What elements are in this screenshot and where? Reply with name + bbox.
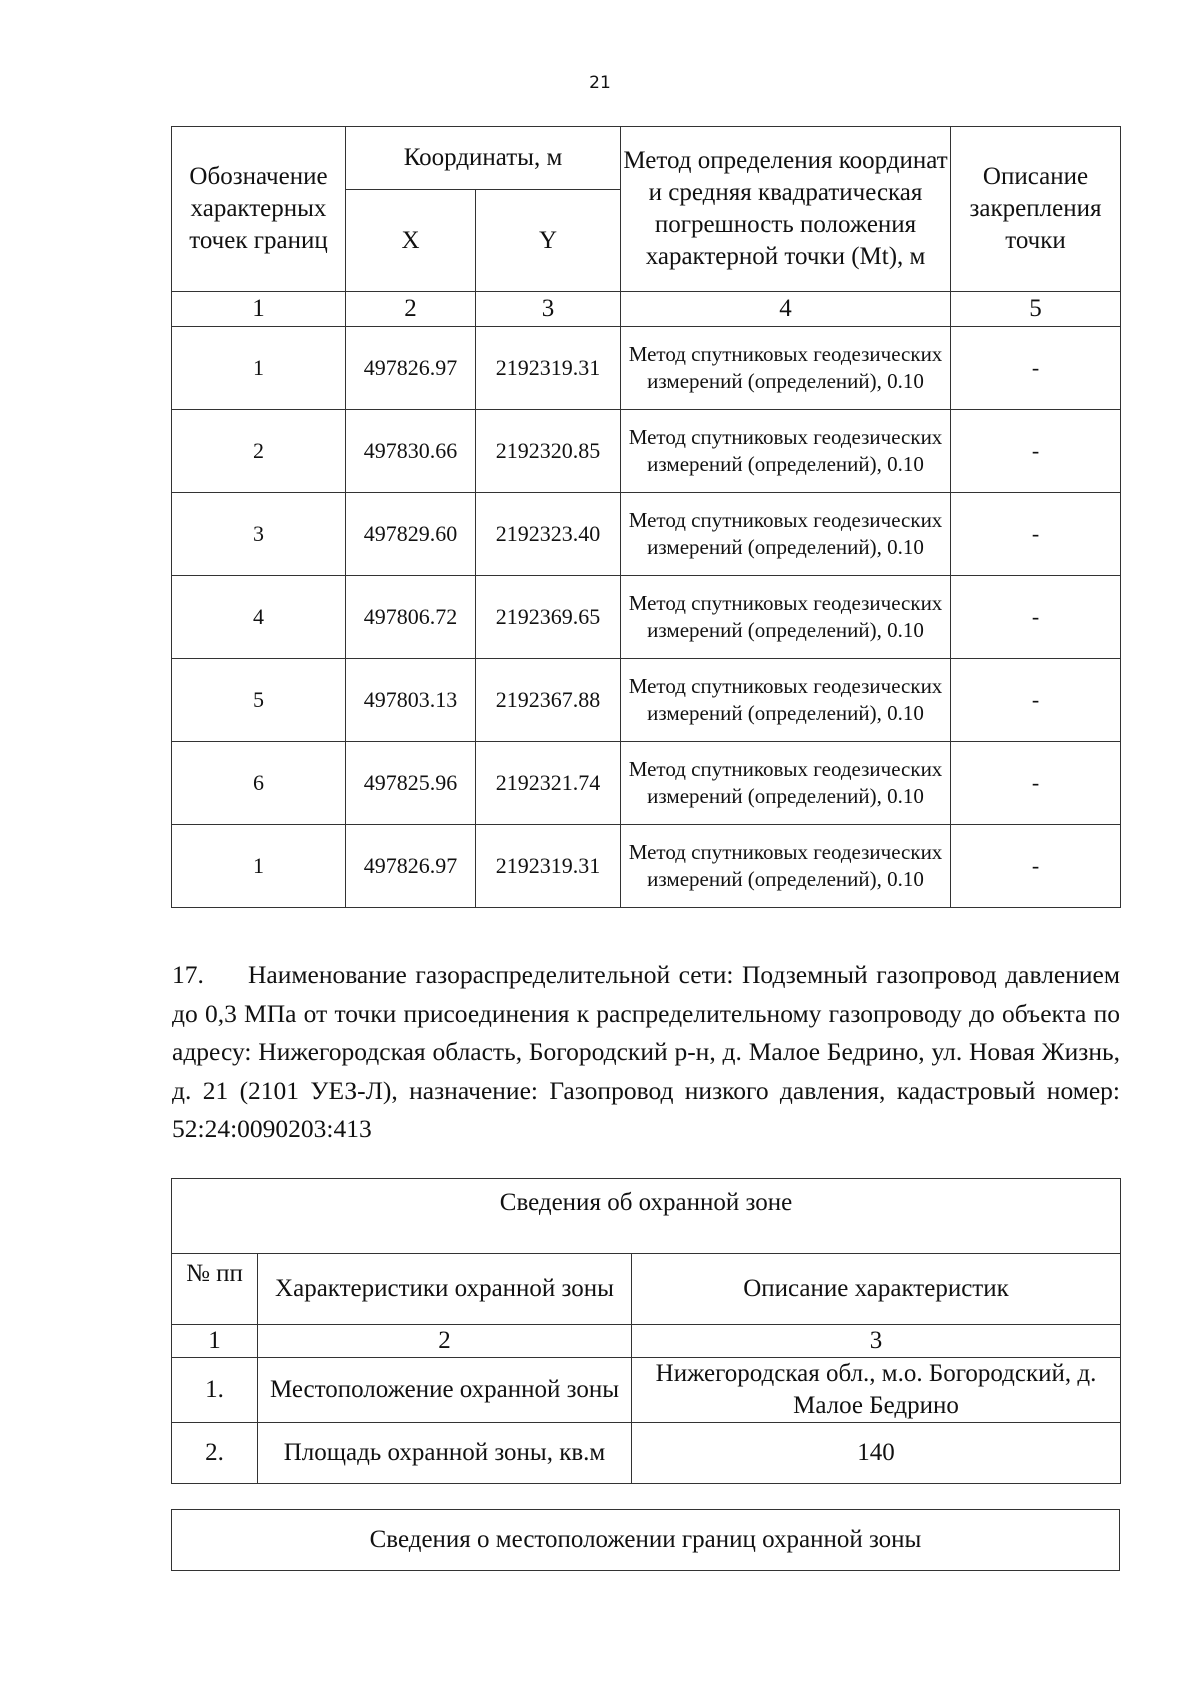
table-row: [172, 1423, 1121, 1484]
value-cell: Нижегородская обл., м.о. Богородский, д. Малое Бедрино: [632, 1358, 1121, 1423]
y-cell: 2192319.31: [476, 327, 621, 410]
y-cell: 2192369.65: [476, 576, 621, 659]
y-cell: 2192319.31: [476, 825, 621, 908]
header-point-designation: Обозначение характерных точек границ: [172, 127, 346, 292]
x-cell: 497806.72: [346, 576, 476, 659]
desc-cell: -: [951, 825, 1121, 908]
method-cell: Метод спутниковых геодезических измерений (определений), 0.10: [621, 659, 951, 742]
header-method: Метод определения координат и средняя квадратическая погрешность положения характерной точки (Mt), м: [621, 127, 951, 292]
y-cell: 2192320.85: [476, 410, 621, 493]
point-cell: 6: [172, 742, 346, 825]
desc-cell: -: [951, 659, 1121, 742]
header-characteristic: Характеристики охранной зоны: [258, 1254, 632, 1325]
column-number: 5: [951, 292, 1121, 327]
method-cell: Метод спутниковых геодезических измерений (определений), 0.10: [621, 825, 951, 908]
x-cell: 497826.97: [346, 327, 476, 410]
header-num: № пп: [172, 1254, 258, 1325]
x-cell: 497829.60: [346, 493, 476, 576]
header-coordinates: Координаты, м: [346, 127, 621, 190]
y-cell: 2192367.88: [476, 659, 621, 742]
bounds-table-title: Сведения о местоположении границ охранной зоны: [172, 1510, 1120, 1571]
table-row: [172, 1358, 1121, 1423]
x-cell: 497826.97: [346, 825, 476, 908]
column-number: 4: [621, 292, 951, 327]
desc-cell: -: [951, 493, 1121, 576]
page-number: 21: [589, 73, 611, 93]
y-cell: 2192321.74: [476, 742, 621, 825]
column-number-row: [172, 292, 1121, 327]
table-row: [172, 825, 1121, 908]
column-number: 3: [632, 1325, 1121, 1358]
zone-table-title: Сведения об охранной зоне: [172, 1179, 1121, 1254]
point-cell: 4: [172, 576, 346, 659]
table-row: [172, 576, 1121, 659]
x-cell: 497830.66: [346, 410, 476, 493]
row-num: 2.: [172, 1423, 258, 1484]
column-number: 2: [346, 292, 476, 327]
desc-cell: -: [951, 327, 1121, 410]
method-cell: Метод спутниковых геодезических измерений (определений), 0.10: [621, 576, 951, 659]
desc-cell: -: [951, 742, 1121, 825]
table-row: [172, 410, 1121, 493]
characteristic-cell: Площадь охранной зоны, кв.м: [258, 1423, 632, 1484]
y-cell: 2192323.40: [476, 493, 621, 576]
point-cell: 1: [172, 327, 346, 410]
value-cell: 140: [632, 1423, 1121, 1484]
protection-zone-table: [171, 1178, 1121, 1484]
point-cell: 2: [172, 410, 346, 493]
row-num: 1.: [172, 1358, 258, 1423]
section-number: 17.: [172, 960, 204, 989]
point-cell: 5: [172, 659, 346, 742]
point-cell: 1: [172, 825, 346, 908]
column-number: 3: [476, 292, 621, 327]
table-row: [172, 659, 1121, 742]
x-cell: 497803.13: [346, 659, 476, 742]
section-paragraph: [172, 956, 1120, 1149]
method-cell: Метод спутниковых геодезических измерений (определений), 0.10: [621, 493, 951, 576]
section-text: Наименование газораспределительной сети: Подземный газопровод давлением до 0,3 МПа от точки присоединения к распределительному газопроводу до объекта по адресу: Нижегородская область, Богородский р-н, д. Малое Бедрино, ул. Новая Жизнь, д. 21 (2101 УЕЗ-Л), назначение: Газопровод низкого давления, кадастровый номер: 52:24:0090203:413: [172, 960, 1120, 1143]
method-cell: Метод спутниковых геодезических измерений (определений), 0.10: [621, 327, 951, 410]
header-y: Y: [476, 190, 621, 292]
x-cell: 497825.96: [346, 742, 476, 825]
point-cell: 3: [172, 493, 346, 576]
column-number: 1: [172, 292, 346, 327]
method-cell: Метод спутниковых геодезических измерений (определений), 0.10: [621, 742, 951, 825]
column-number-row: [172, 1325, 1121, 1358]
column-number: 2: [258, 1325, 632, 1358]
desc-cell: -: [951, 576, 1121, 659]
table-row: [172, 327, 1121, 410]
header-description: Описание закрепления точки: [951, 127, 1121, 292]
coordinates-table: [171, 126, 1121, 908]
header-x: X: [346, 190, 476, 292]
table-row: [172, 742, 1121, 825]
header-zone-description: Описание характеристик: [632, 1254, 1121, 1325]
characteristic-cell: Местоположение охранной зоны: [258, 1358, 632, 1423]
zone-boundaries-table: [171, 1509, 1120, 1571]
table-row: [172, 493, 1121, 576]
method-cell: Метод спутниковых геодезических измерений (определений), 0.10: [621, 410, 951, 493]
desc-cell: -: [951, 410, 1121, 493]
column-number: 1: [172, 1325, 258, 1358]
